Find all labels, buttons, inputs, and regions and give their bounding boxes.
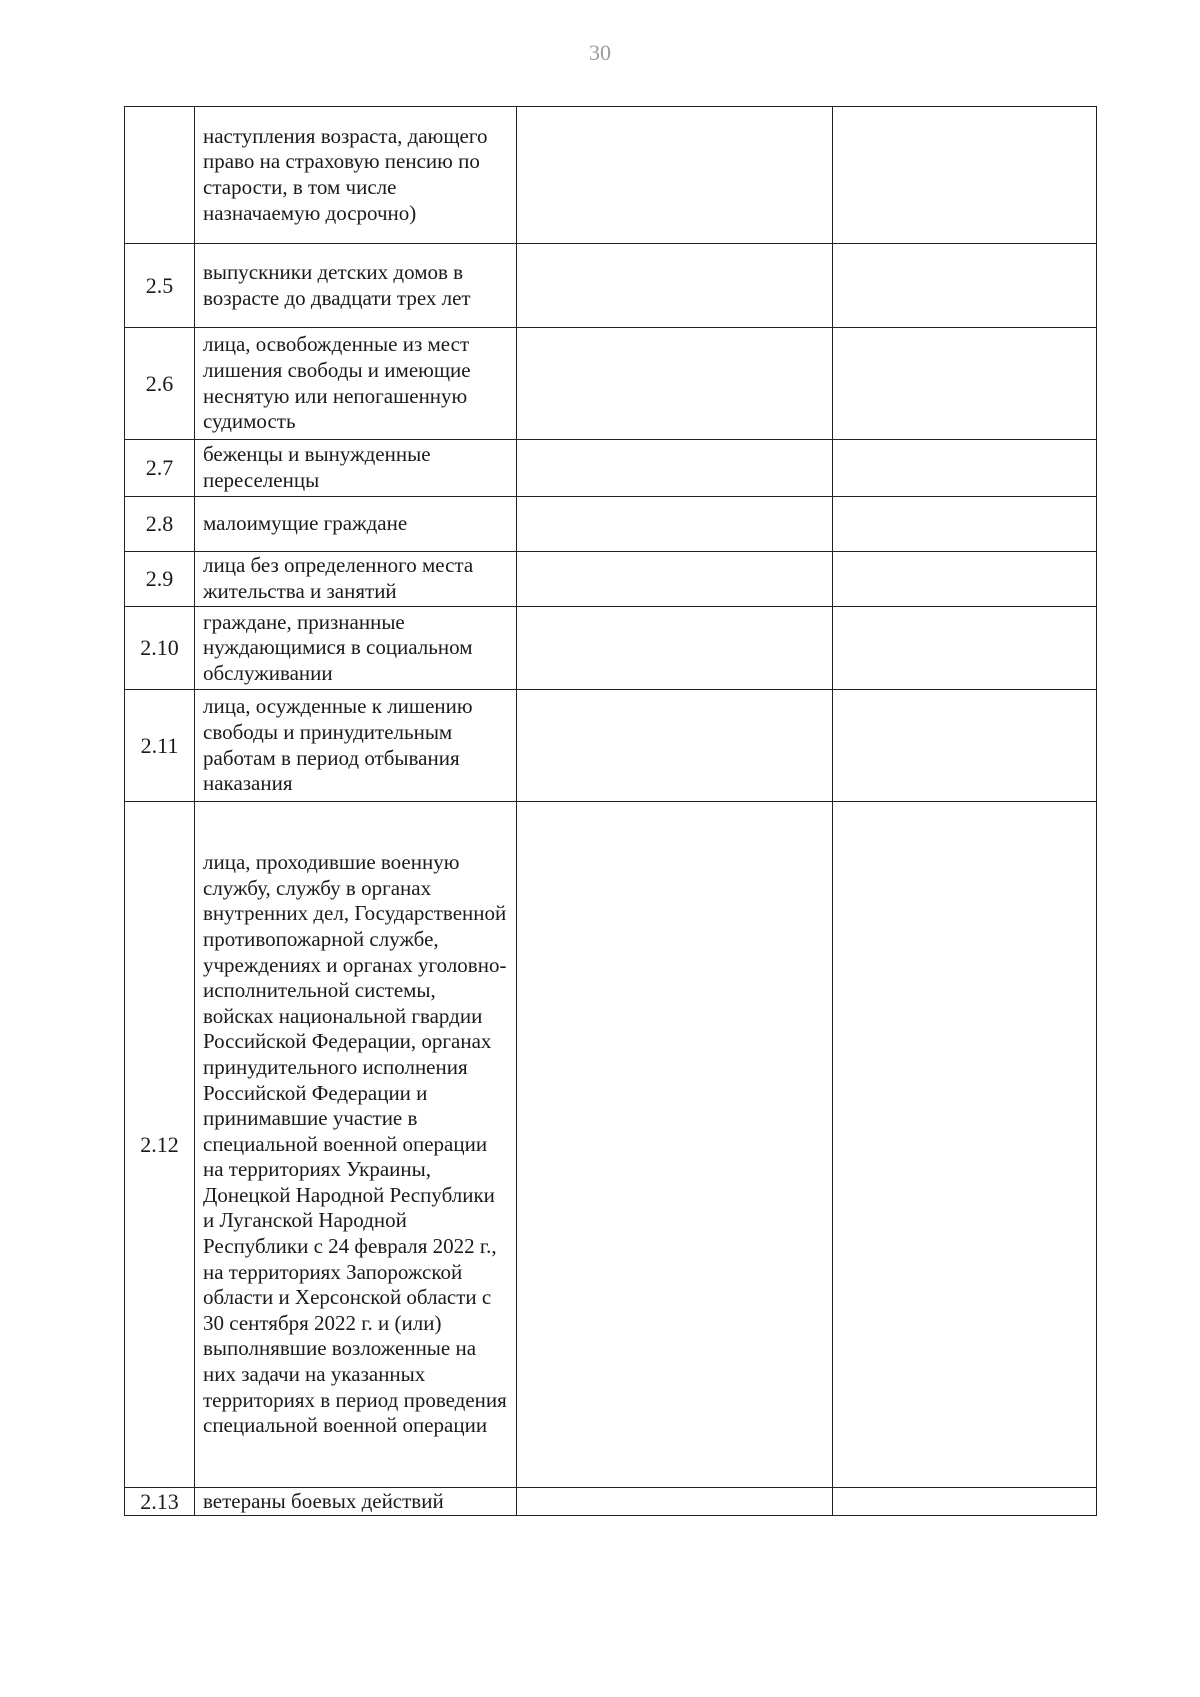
row-description: беженцы и вынужденные переселенцы <box>195 440 517 497</box>
empty-cell <box>517 244 833 328</box>
empty-cell <box>517 802 833 1488</box>
document-table <box>124 106 1097 1516</box>
table-row <box>125 244 1097 328</box>
empty-cell <box>517 552 833 607</box>
empty-cell <box>517 440 833 497</box>
empty-cell <box>517 1488 833 1516</box>
table-row <box>125 802 1097 1488</box>
row-description: лица без определенного места жительства и занятий <box>195 552 517 607</box>
row-description: малоимущие граждане <box>195 497 517 552</box>
empty-cell <box>833 690 1097 802</box>
empty-cell <box>833 328 1097 440</box>
table-row <box>125 440 1097 497</box>
empty-cell <box>833 440 1097 497</box>
row-description: ветераны боевых действий <box>195 1488 517 1516</box>
row-description: лица, освобожденные из мест лишения свободы и имеющие неснятую или непогашенную судимость <box>195 328 517 440</box>
row-description: граждане, признанные нуждающимися в социальном обслуживании <box>195 607 517 690</box>
empty-cell <box>833 1488 1097 1516</box>
row-number: 2.11 <box>125 690 195 802</box>
table-row <box>125 552 1097 607</box>
row-number: 2.12 <box>125 802 195 1488</box>
table-row <box>125 1488 1097 1516</box>
page-number: 30 <box>589 40 611 65</box>
row-number: 2.10 <box>125 607 195 690</box>
row-description: выпускники детских домов в возрасте до двадцати трех лет <box>195 244 517 328</box>
row-number: 2.9 <box>125 552 195 607</box>
empty-cell <box>517 497 833 552</box>
row-description: лица, осужденные к лишению свободы и принудительным работам в период отбывания наказания <box>195 690 517 802</box>
empty-cell <box>833 497 1097 552</box>
empty-cell <box>833 107 1097 244</box>
row-number: 2.5 <box>125 244 195 328</box>
empty-cell <box>517 328 833 440</box>
row-number: 2.8 <box>125 497 195 552</box>
empty-cell <box>517 607 833 690</box>
empty-cell <box>517 107 833 244</box>
table-row <box>125 690 1097 802</box>
empty-cell <box>833 552 1097 607</box>
empty-cell <box>833 244 1097 328</box>
row-number: 2.13 <box>125 1488 195 1516</box>
empty-cell <box>833 802 1097 1488</box>
row-number: 2.7 <box>125 440 195 497</box>
row-number <box>125 107 195 244</box>
empty-cell <box>517 690 833 802</box>
row-description: лица, проходившие военную службу, службу в органах внутренних дел, Государственной противопожарной службе, учреждениях и органах уголовно-исполнительной системы, войсках национальной гвардии Российской Федерации, органах принудительного исполнения Российской Федерации и принимавшие участие в специальной военной операции на территориях Украины, Донецкой Народной Республики и Луганской Народной Республики с 24 февраля 2022 г., на территориях Запорожской области и Херсонской области с 30 сентября 2022 г. и (или) выполнявшие возложенные на них задачи на указанных территориях в период проведения специальной военной операции <box>195 802 517 1488</box>
table-row <box>125 328 1097 440</box>
table-row <box>125 497 1097 552</box>
table-row <box>125 107 1097 244</box>
row-number: 2.6 <box>125 328 195 440</box>
row-description: наступления возраста, дающего право на страховую пенсию по старости, в том числе назначаемую досрочно) <box>195 107 517 244</box>
table-row <box>125 607 1097 690</box>
empty-cell <box>833 607 1097 690</box>
